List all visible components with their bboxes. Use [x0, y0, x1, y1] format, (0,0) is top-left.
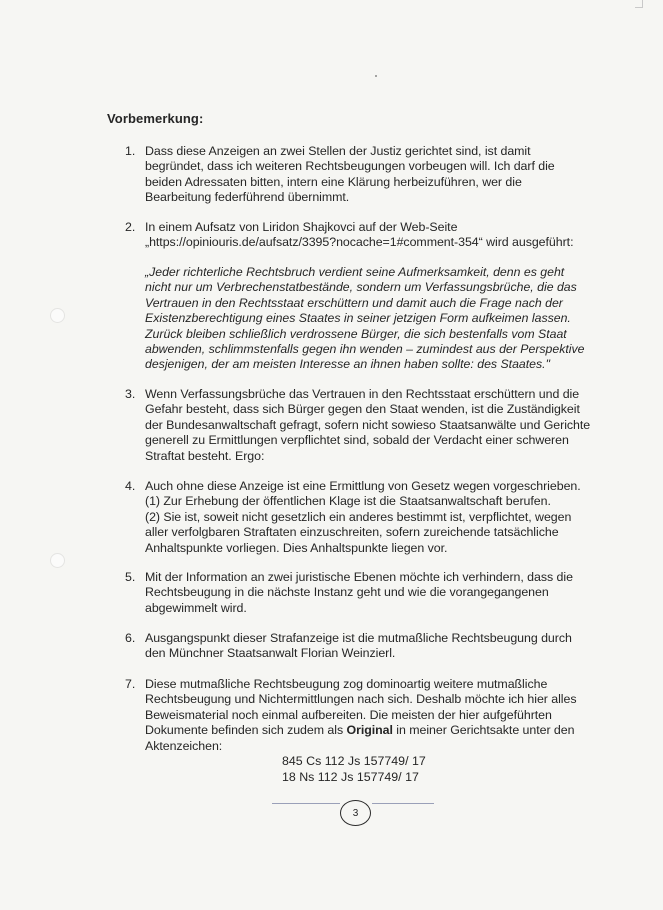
text-line: begründet, dass ich weiteren Rechtsbeugungen vorbeugen will. Ich darf die — [145, 159, 555, 174]
text-line: Auch ohne diese Anzeige ist eine Ermittlung von Gesetz wegen vorgeschrieben. — [145, 479, 581, 493]
item-text — [145, 479, 597, 556]
bold-original: Original — [346, 723, 393, 738]
scan-speck — [375, 75, 377, 77]
footer-rule-left — [272, 803, 340, 804]
text-line: generell zu Ermittlungen verpflichtet sind, sobald der Verdacht einer schweren — [145, 433, 569, 448]
item-number: 7. — [125, 677, 136, 691]
quote-line: desjenigen, der am meisten Interesse an ihnen haben sollte: des Staates." — [145, 357, 550, 372]
item-text — [145, 220, 597, 251]
item-text — [145, 631, 597, 662]
item-text — [145, 677, 597, 754]
item-number: 6. — [125, 631, 136, 645]
item-number: 1. — [125, 144, 136, 158]
text-line: Wenn Verfassungsbrüche das Vertrauen in den Rechtsstaat erschüttern und die — [145, 387, 580, 401]
quote-line: „Jeder richterliche Rechtsbruch verdient seine Aufmerksamkeit, denn es geht — [145, 265, 565, 279]
item-number: 2. — [125, 220, 136, 234]
item-number: 4. — [125, 479, 136, 493]
text-line: beiden Adressaten bitten, intern eine Klärung herbeizuführen, wer die — [145, 174, 522, 189]
section-heading: Vorbemerkung: — [107, 111, 204, 126]
corner-fold-mark — [635, 0, 643, 8]
text-line: In einem Aufsatz von Liridon Shajkovci auf der Web-Seite — [145, 220, 458, 234]
item-text — [145, 387, 597, 464]
case-number: 845 Cs 112 Js 157749/ 17 — [282, 754, 426, 768]
text-line: aller verfolgbaren Straftaten einzuschreiten, sofern zureichende tatsächliche — [145, 525, 559, 540]
text-segment: in meiner Gerichtsakte unter den — [392, 723, 575, 738]
case-number: 18 Ns 112 Js 157749/ 17 — [282, 769, 419, 784]
text-line — [145, 723, 597, 738]
item-number: 5. — [125, 570, 136, 584]
page-number — [340, 800, 371, 826]
text-line: Anhaltspunkte vorliegen. Dies Anhaltspunkte liegen vor. — [145, 540, 448, 555]
text-line: den Münchner Staatsanwalt Florian Weinzierl. — [145, 646, 396, 661]
text-line: (1) Zur Erhebung der öffentlichen Klage ist die Staatsanwaltschaft berufen. — [145, 494, 551, 509]
quote-line: abwenden, schlimmstenfalls gegen ihn wenden – zumindest aus der Perspektive — [145, 342, 585, 357]
item-text — [145, 570, 597, 616]
text-line: Mit der Information an zwei juristische Ebenen möchte ich verhindern, dass die — [145, 570, 573, 584]
quote-line: Existenzberechtigung eines Staates in seiner jetzigen Form aufkeimen lassen. — [145, 311, 571, 326]
text-line: Bearbeitung federführend übernimmt. — [145, 190, 350, 205]
page-number-text: 3 — [352, 807, 359, 819]
quote-line: nicht nur um Verbrechenstatbestände, sondern um Verfassungsbrüche, die das — [145, 280, 577, 295]
text-line: Rechtsbeugung und Nichtermittlungen nach sich. Deshalb möchte ich hier alles — [145, 692, 577, 707]
quote-line: Vertrauen in den Rechtsstaat erschüttern und damit auch die Frage nach der — [145, 295, 563, 310]
text-line: (2) Sie ist, soweit nicht gesetzlich ein anderes bestimmt ist, verpflichtet, wegen — [145, 509, 572, 524]
text-line: Straftat besteht. Ergo: — [145, 448, 265, 463]
text-line: Beweismaterial noch einmal aufbereiten. Die meisten der hier aufgeführten — [145, 707, 552, 722]
text-line: Ausgangspunkt dieser Strafanzeige ist die mutmaßliche Rechtsbeugung durch — [145, 631, 572, 645]
text-line: Aktenzeichen: — [145, 738, 223, 753]
punch-hole-top — [50, 308, 65, 323]
text-line: Gefahr besteht, dass sich Bürger gegen den Staat wenden, ist die Zuständigkeit — [145, 402, 580, 417]
case-numbers — [282, 754, 426, 785]
punch-hole-bottom — [50, 553, 65, 568]
footer-rule-right — [372, 803, 434, 804]
block-quote — [145, 265, 600, 373]
item-text — [145, 144, 597, 206]
quote-line: Zurück bleiben schließlich verdrossene Bürger, die sich bestenfalls vom Staat — [145, 326, 567, 341]
item-number: 3. — [125, 387, 136, 401]
text-line: Dass diese Anzeigen an zwei Stellen der Justiz gerichtet sind, ist damit — [145, 144, 531, 158]
text-line: Diese mutmaßliche Rechtsbeugung zog dominoartig weitere mutmaßliche — [145, 677, 548, 691]
text-line: der Bundesanwaltschaft gefragt, sofern nicht sowieso Staatsanwälte und Gerichte — [145, 417, 591, 432]
text-line: Rechtsbeugung in die nächste Instanz geht und wie die vorangegangenen — [145, 585, 549, 600]
text-line: „https://opiniouris.de/aufsatz/3395?nocache=1#comment-354“ wird ausgeführt: — [145, 235, 574, 250]
text-line: abgewimmelt wird. — [145, 600, 247, 615]
text-segment: Dokumente befinden sich zudem als — [145, 723, 347, 738]
